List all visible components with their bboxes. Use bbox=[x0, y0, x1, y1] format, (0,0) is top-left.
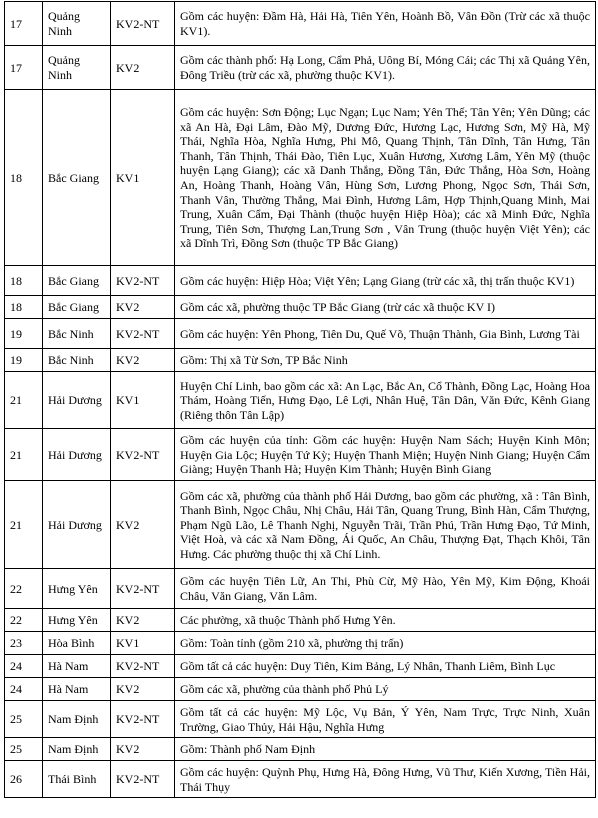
region-table bbox=[4, 1, 596, 798]
area-description: Gồm các xã, phường của thành phố Hải Dương, bao gồm các phường, xã : Tân Bình, Thanh Bình, Ngọc Châu, Nhị Châu, Hải Tân, Quang Trung, Bình Hàn, Cẩm Thượng, Phạm Ngũ Lão, Lê Thanh Nghị, Nguyễn Trãi, Trần Phú, Trần Hưng Đạo, Tứ Minh, Việt Hoà, và các xã Nam Đồng, Ái Quốc, An Châu, Thượng Đạt, Thạch Khôi, Tân Hưng. Các phường thuộc thị xã Chí Linh. bbox=[175, 481, 596, 569]
province-code: 21 bbox=[5, 429, 43, 481]
zone-label: KV2-NT bbox=[111, 429, 175, 481]
zone-label: KV1 bbox=[111, 90, 175, 266]
province-code: 18 bbox=[5, 296, 43, 319]
province-code: 17 bbox=[5, 46, 43, 90]
area-description: Huyện Chí Linh, bao gồm các xã: An Lạc, Bắc An, Cổ Thành, Đồng Lạc, Hoàng Hoa Thám, Hoàng Tiến, Hưng Đạo, Lê Lợi, Nhân Huệ, Tân Dân, Văn Đức, Kênh Giang (Riêng thôn Tân Lập) bbox=[175, 372, 596, 429]
province-name: Bắc Giang bbox=[43, 90, 111, 266]
province-name: Quảng Ninh bbox=[43, 46, 111, 90]
province-code: 25 bbox=[5, 738, 43, 761]
zone-label: KV2-NT bbox=[111, 266, 175, 296]
province-code: 22 bbox=[5, 569, 43, 609]
area-description: Gồm tất cả các huyện: Duy Tiên, Kim Bảng, Lý Nhân, Thanh Liêm, Bình Lục bbox=[175, 655, 596, 678]
province-code: 21 bbox=[5, 372, 43, 429]
province-name: Bắc Ninh bbox=[43, 349, 111, 372]
table-row bbox=[5, 655, 596, 678]
table-row bbox=[5, 738, 596, 761]
province-name: Hà Nam bbox=[43, 678, 111, 701]
province-code: 17 bbox=[5, 2, 43, 46]
table-row bbox=[5, 632, 596, 655]
area-description: Gồm các thành phố: Hạ Long, Cẩm Phả, Uông Bí, Móng Cái; các Thị xã Quảng Yên, Đông Triều (trừ các xã, phường thuộc KV1). bbox=[175, 46, 596, 90]
zone-label: KV2-NT bbox=[111, 701, 175, 738]
province-code: 23 bbox=[5, 632, 43, 655]
table-row bbox=[5, 429, 596, 481]
table-row bbox=[5, 90, 596, 266]
zone-label: KV2-NT bbox=[111, 655, 175, 678]
province-code: 19 bbox=[5, 349, 43, 372]
area-description: Gồm các xã, phường của thành phố Phủ Lý bbox=[175, 678, 596, 701]
zone-label: KV2 bbox=[111, 481, 175, 569]
province-name: Hưng Yên bbox=[43, 609, 111, 632]
table-row bbox=[5, 761, 596, 798]
table-row bbox=[5, 349, 596, 372]
province-name: Bắc Giang bbox=[43, 296, 111, 319]
table-row bbox=[5, 609, 596, 632]
province-name: Nam Định bbox=[43, 701, 111, 738]
table-row bbox=[5, 266, 596, 296]
province-code: 25 bbox=[5, 701, 43, 738]
province-name: Bắc Ninh bbox=[43, 319, 111, 349]
area-description: Gồm các huyện: Sơn Động; Lục Ngạn; Lục Nam; Yên Thế; Tân Yên; Yên Dũng; các xã An Hà, Đại Lâm, Đào Mỹ, Dương Đức, Hương Lạc, Hương Sơn, Mỹ Hà, Mỹ Thái, Nghĩa Hòa, Nghĩa Hưng, Phi Mô, Quang Thịnh, Tân Dĩnh, Tân Hưng, Tân Thanh, Tân Thịnh, Thái Đào, Tiên Lục, Xuân Hương, Xương Lâm, Yên Mỹ (thuộc huyện Lạng Giang); các xã Danh Thắng, Đồng Tân, Đức Thắng, Hòa Sơn, Hoàng An, Hoàng Thanh, Hoàng Vân, Hùng Sơn, Lương Phong, Ngọc Sơn, Thái Sơn, Thanh Vân, Thường Thắng, Mai Đình, Hương Lâm, Hợp Thịnh,Quang Minh, Mai Trung, Xuân Cẩm, Đại Thành (thuộc huyện Hiệp Hòa); các xã Minh Đức, Nghĩa Trung, Tiên Sơn, Thượng Lan,Trung Sơn , Vân Trung (thuộc huyện Việt Yên); các xã Dĩnh Trì, Đồng Sơn (thuộc TP Bắc Giang) bbox=[175, 90, 596, 266]
province-name: Hòa Bình bbox=[43, 632, 111, 655]
zone-label: KV2 bbox=[111, 609, 175, 632]
zone-label: KV1 bbox=[111, 632, 175, 655]
zone-label: KV2-NT bbox=[111, 761, 175, 798]
zone-label: KV2-NT bbox=[111, 319, 175, 349]
area-description: Các phường, xã thuộc Thành phố Hưng Yên. bbox=[175, 609, 596, 632]
table-row bbox=[5, 2, 596, 46]
province-name: Thái Bình bbox=[43, 761, 111, 798]
area-description: Gồm các huyện Tiên Lữ, An Thi, Phù Cừ, Mỹ Hào, Yên Mỹ, Kim Động, Khoái Châu, Văn Giang, Văn Lâm. bbox=[175, 569, 596, 609]
province-name: Bắc Giang bbox=[43, 266, 111, 296]
province-name: Nam Định bbox=[43, 738, 111, 761]
province-code: 21 bbox=[5, 481, 43, 569]
area-description: Gồm các huyện: Đầm Hà, Hải Hà, Tiên Yên, Hoành Bồ, Vân Đồn (Trừ các xã thuộc KV1). bbox=[175, 2, 596, 46]
zone-label: KV2 bbox=[111, 678, 175, 701]
province-code: 26 bbox=[5, 761, 43, 798]
table-row bbox=[5, 296, 596, 319]
zone-label: KV2 bbox=[111, 296, 175, 319]
province-code: 24 bbox=[5, 678, 43, 701]
province-code: 24 bbox=[5, 655, 43, 678]
table-row bbox=[5, 46, 596, 90]
area-description: Gồm tất cả các huyện: Mỹ Lộc, Vụ Bản, Ý Yên, Nam Trực, Trực Ninh, Xuân Trường, Giao Thủy, Hải Hậu, Nghĩa Hưng bbox=[175, 701, 596, 738]
province-name: Hải Dương bbox=[43, 372, 111, 429]
province-name: Hải Dương bbox=[43, 481, 111, 569]
area-description: Gồm: Toàn tỉnh (gồm 210 xã, phường thị trấn) bbox=[175, 632, 596, 655]
area-description: Gồm các huyện: Quỳnh Phụ, Hưng Hà, Đông Hưng, Vũ Thư, Kiến Xương, Tiền Hải, Thái Thụy bbox=[175, 761, 596, 798]
table-row bbox=[5, 372, 596, 429]
table-row bbox=[5, 678, 596, 701]
area-description: Gồm: Thị xã Từ Sơn, TP Bắc Ninh bbox=[175, 349, 596, 372]
area-description: Gồm: Thành phố Nam Định bbox=[175, 738, 596, 761]
zone-label: KV1 bbox=[111, 372, 175, 429]
province-code: 19 bbox=[5, 319, 43, 349]
table-row bbox=[5, 569, 596, 609]
zone-label: KV2-NT bbox=[111, 569, 175, 609]
zone-label: KV2 bbox=[111, 738, 175, 761]
area-description: Gồm các huyện của tỉnh: Gồm các huyện: Huyện Nam Sách; Huyện Kinh Môn; Huyện Gia Lộc; Huyện Tứ Kỳ; Huyện Thanh Miện; Huyện Ninh Giang; Huyện Cẩm Giàng; Huyện Thanh Hà; Huyện Kim Thành; Huyện Bình Giang bbox=[175, 429, 596, 481]
zone-label: KV2 bbox=[111, 349, 175, 372]
province-code: 22 bbox=[5, 609, 43, 632]
zone-label: KV2-NT bbox=[111, 2, 175, 46]
table-row bbox=[5, 481, 596, 569]
province-name: Hà Nam bbox=[43, 655, 111, 678]
area-description: Gồm các xã, phường thuộc TP Bắc Giang (trừ các xã thuộc KV I) bbox=[175, 296, 596, 319]
area-description: Gồm các huyện: Hiệp Hòa; Việt Yên; Lạng Giang (trừ các xã, thị trấn thuộc KV1) bbox=[175, 266, 596, 296]
province-name: Hải Dương bbox=[43, 429, 111, 481]
province-name: Hưng Yên bbox=[43, 569, 111, 609]
province-code: 18 bbox=[5, 266, 43, 296]
area-description: Gồm các huyện: Yên Phong, Tiên Du, Quế Võ, Thuận Thành, Gia Bình, Lương Tài bbox=[175, 319, 596, 349]
province-name: Quảng Ninh bbox=[43, 2, 111, 46]
province-code: 18 bbox=[5, 90, 43, 266]
zone-label: KV2 bbox=[111, 46, 175, 90]
table-row bbox=[5, 319, 596, 349]
table-row bbox=[5, 701, 596, 738]
